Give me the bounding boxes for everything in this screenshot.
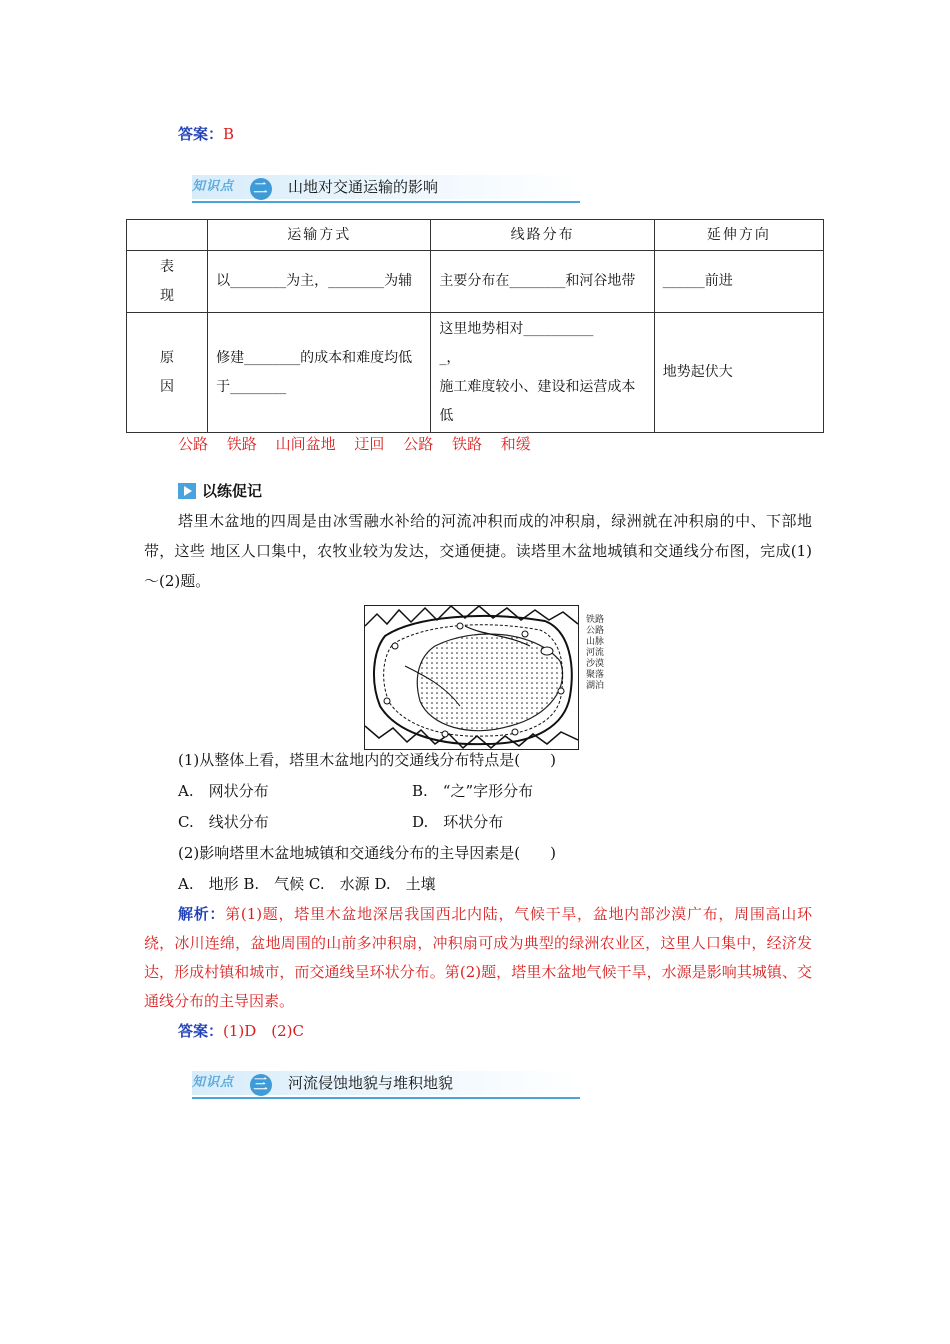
option-c: C. 线状分布	[178, 813, 269, 831]
option-a: A. 网状分布	[178, 782, 269, 800]
option-b: B. “之”字形分布	[412, 782, 534, 800]
settlement	[384, 698, 390, 704]
section-number: 二	[250, 178, 272, 200]
desert-area	[417, 634, 562, 731]
fill-answer: 公路	[178, 435, 209, 453]
section-header-2	[192, 173, 580, 203]
table-row	[127, 251, 824, 313]
section-title: 山地对交通运输的影响	[288, 178, 439, 196]
settlement	[512, 729, 518, 735]
passage: 塔里木盆地的四周是由冰雪融水补给的河流冲积而成的冲积扇，绿洲就在冲积扇的中、下部地带，这些 地区人口集中，农牧业较为发达，交通便捷。读塔里木盆地城镇和交通线分布图，完成(1)～(2)题。	[144, 512, 812, 590]
answer-label: 答案：	[178, 1022, 224, 1040]
question-1-stem: (1)从整体上看，塔里木盆地内的交通线分布特点是( )	[178, 751, 556, 769]
table-cell: 地势起伏大	[654, 313, 823, 433]
map-legend	[586, 615, 614, 692]
question-2-stem: (2)影响塔里木盆地城镇和交通线分布的主导因素是( )	[178, 844, 556, 862]
settlement	[442, 731, 448, 737]
fill-answer: 迂回	[354, 435, 385, 453]
settlement	[457, 623, 463, 629]
map-drawing	[365, 606, 578, 749]
fill-in-answers	[178, 433, 545, 454]
legend-item: 聚落	[586, 670, 605, 680]
legend-item: 河流	[586, 648, 605, 658]
table-cell: 主要分布在________和河谷地带	[431, 251, 654, 313]
fill-answer: 铁路	[226, 435, 257, 453]
row-label: 原 因	[127, 313, 208, 433]
answer-value: (1)D (2)C	[223, 1022, 305, 1040]
settlement	[392, 643, 398, 649]
answer-line	[178, 123, 234, 144]
legend-item: 沙漠	[586, 659, 605, 669]
lake	[541, 647, 553, 655]
knowledge-point-badge: 知识点 二	[192, 175, 274, 199]
table-cell: 修建________的成本和难度均低于________	[208, 313, 431, 433]
analysis	[144, 900, 812, 1016]
legend-item: 山脉	[586, 637, 605, 647]
row-label: 表 现	[127, 251, 208, 313]
answer-label: 答案：	[178, 125, 224, 143]
table-header-cell	[127, 220, 208, 251]
knowledge-point-badge: 知识点 三	[192, 1071, 274, 1095]
settlement	[522, 631, 528, 637]
table-cell: ______前进	[654, 251, 823, 313]
legend-item: 铁路	[586, 615, 605, 625]
table-header-cell: 延伸方向	[654, 220, 823, 251]
section-number: 三	[250, 1074, 272, 1096]
legend-item: 公路	[586, 626, 605, 636]
practice-header: 以练促记	[178, 480, 262, 501]
tarim-basin-map	[364, 605, 579, 750]
table-cell: 这里地势相对__________ _， 施工难度较小、建设和运营成本低	[431, 313, 654, 433]
table-header-cell: 线路分布	[431, 220, 654, 251]
table-header-cell: 运输方式	[208, 220, 431, 251]
fill-answer: 铁路	[451, 435, 482, 453]
table-row	[127, 313, 824, 433]
analysis-text: 第(1)题，塔里木盆地深居我国西北内陆，气候干旱，盆地内部沙漠广布，周围高山环绕，冰川连绵，盆地周围的山前多冲积扇，冲积扇可成为典型的绿洲农业区，这里人口集中，经济发达，形成村镇和城市，而交通线呈环状分布。第(2)题，塔里木盆地气候干旱，水源是影响其城镇、交通线分布的主导因素。	[144, 905, 812, 1010]
analysis-label: 解析：	[178, 905, 226, 923]
question-2-options: A. 地形 B. 气候 C. 水源 D. 土壤	[178, 875, 436, 893]
option-d: D. 环状分布	[412, 813, 504, 831]
answer-line-2	[178, 1020, 304, 1041]
section-header-3	[192, 1069, 580, 1099]
fill-answer: 山间盆地	[275, 435, 336, 453]
fill-answer: 和缓	[500, 435, 531, 453]
settlement	[558, 688, 564, 694]
answer-value: B	[223, 125, 235, 143]
transport-table	[126, 219, 824, 433]
legend-item: 湖泊	[586, 681, 605, 691]
table-cell: 以________为主，________为辅	[208, 251, 431, 313]
fill-answer: 公路	[403, 435, 434, 453]
table-header-row	[127, 220, 824, 251]
play-icon	[178, 483, 196, 499]
section-title: 河流侵蚀地貌与堆积地貌	[288, 1074, 454, 1092]
